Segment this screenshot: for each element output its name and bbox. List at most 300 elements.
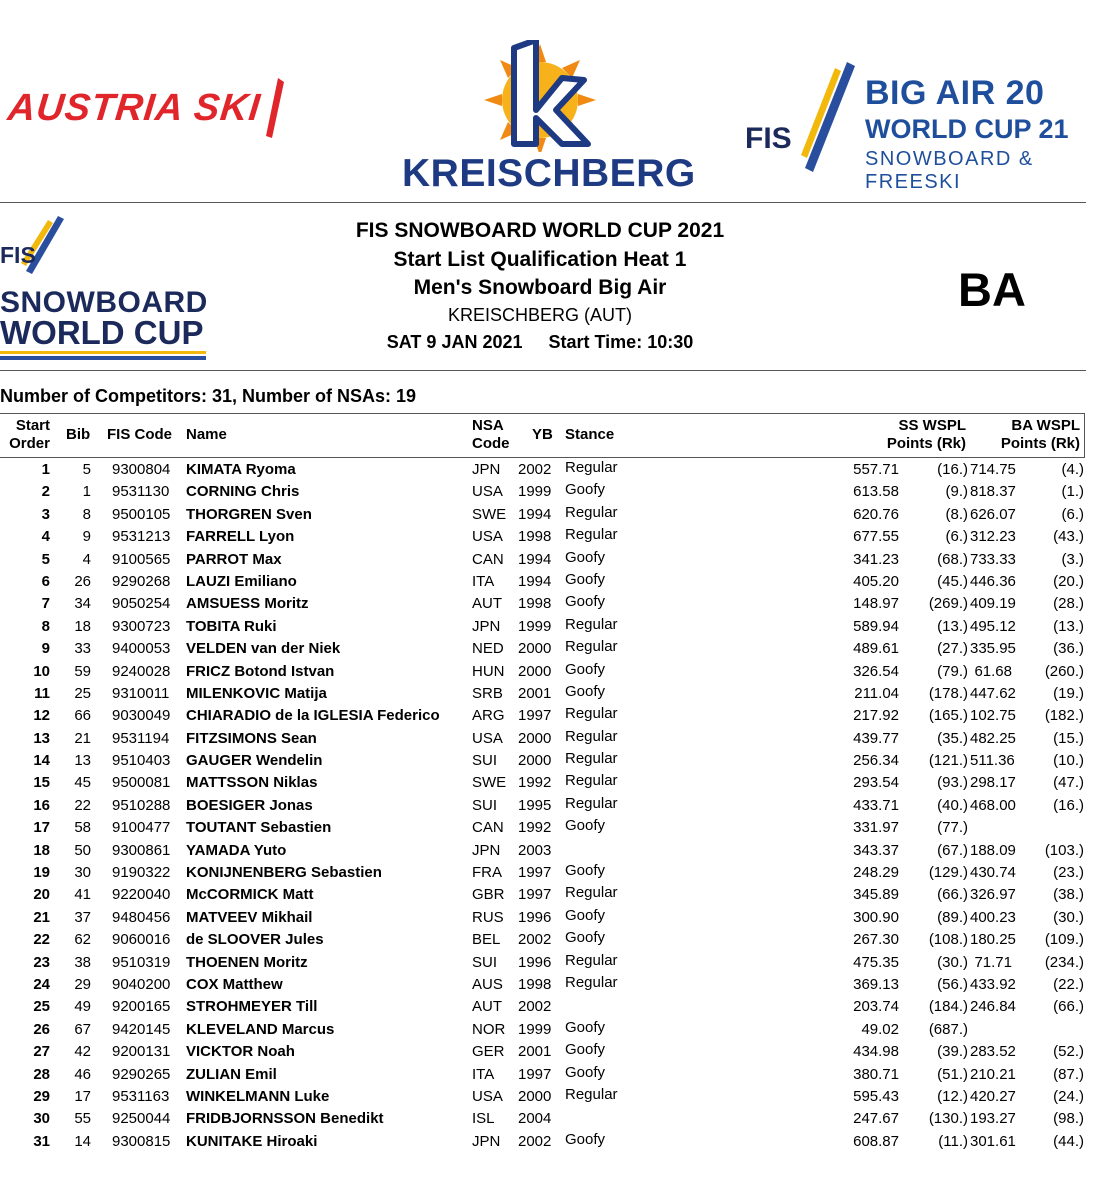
nsa-code: AUT (472, 595, 502, 613)
nsa-code: USA (472, 729, 503, 747)
ss-wspl-rank: (687.) (928, 1020, 968, 1038)
col-bib: Bib (66, 426, 91, 443)
fis-code: 9531130 (112, 483, 170, 501)
start-list-table (0, 459, 1102, 1153)
start-order: 26 (33, 1020, 50, 1038)
nsa-code: ARG (472, 707, 505, 725)
ba-wspl-points: 71.71 (974, 953, 1012, 971)
kreischberg-logo (402, 40, 696, 195)
date-time-line (300, 329, 780, 356)
ss-wspl-rank: (68.) (937, 550, 968, 568)
athlete-name: FITZSIMONS Sean (186, 729, 317, 747)
snowboard-world-cup-logo (0, 214, 215, 364)
ba-wspl-rank: (15.) (1053, 729, 1084, 747)
ss-wspl-points: 247.67 (853, 1110, 899, 1128)
year-of-birth: 1997 (518, 886, 552, 904)
fis-code: 9300723 (112, 617, 171, 635)
start-order: 1 (41, 461, 50, 478)
fis-code: 9200131 (112, 1043, 171, 1061)
bib: 13 (74, 752, 91, 770)
table-row (0, 750, 1102, 772)
stance: Goofy (565, 1041, 606, 1059)
ba-wspl-points: 818.37 (970, 483, 1016, 501)
fis-code: 9190322 (112, 864, 171, 882)
ba-wspl-points: 420.27 (970, 1087, 1016, 1105)
col-order-label: Order (9, 435, 50, 452)
ba-wspl-rank: (13.) (1053, 617, 1084, 635)
ss-wspl-points: 326.54 (853, 662, 899, 680)
ss-wspl-points: 148.97 (853, 595, 899, 613)
bib: 8 (82, 505, 91, 523)
ss-wspl-points: 608.87 (853, 1132, 899, 1150)
ss-wspl-rank: (16.) (937, 461, 968, 478)
logo-band (0, 0, 1102, 200)
list-title: Start List Qualification Heat 1 (393, 248, 687, 271)
table-row (0, 705, 1102, 727)
athlete-name: MATTSSON Niklas (186, 774, 318, 792)
ss-wspl-points: 203.74 (853, 998, 899, 1016)
stance: Regular (565, 1085, 618, 1103)
ss-wspl-points: 405.20 (853, 572, 899, 590)
athlete-name: WINKELMANN Luke (186, 1087, 330, 1105)
nsa-code: SWE (472, 774, 507, 792)
year-of-birth: 1997 (518, 707, 552, 725)
fis-swoosh-icon (797, 62, 857, 172)
kreischberg-wordmark: KREISCHBERG (402, 152, 696, 195)
ba-wspl-points: 188.09 (970, 841, 1016, 859)
stance: Regular (565, 638, 618, 656)
col-name: Name (186, 426, 227, 443)
ss-wspl-points: 434.98 (853, 1043, 899, 1061)
nsa-code: USA (472, 528, 503, 546)
fis-code: 9300861 (112, 841, 171, 859)
athlete-name: MATVEEV Mikhail (186, 908, 313, 926)
ss-wspl-points: 267.30 (853, 931, 899, 949)
fis-code: 9310011 (112, 684, 170, 702)
ba-wspl-rank: (19.) (1053, 684, 1084, 702)
table-row (0, 1041, 1102, 1063)
ba-wspl-rank: (87.) (1053, 1065, 1084, 1083)
ba-wspl-points: 61.68 (974, 662, 1012, 680)
fis-code: 9480456 (112, 908, 171, 926)
col-ss-wspl (860, 417, 966, 453)
fis-code: 9420145 (112, 1020, 171, 1038)
austria-ski-wordmark: AUSTRIA SKI (5, 86, 263, 129)
year-of-birth: 2000 (518, 662, 552, 680)
nsa-code: GBR (472, 886, 505, 904)
fis-code: 9510288 (112, 796, 171, 814)
ba-wspl-rank: (16.) (1053, 796, 1084, 814)
table-row (0, 1108, 1102, 1130)
logo-blue-bar (0, 356, 206, 360)
nsa-code: SUI (472, 796, 498, 814)
ss-wspl-rank: (67.) (937, 841, 968, 859)
start-order: 16 (33, 796, 50, 814)
ss-wspl-rank: (121.) (928, 752, 968, 770)
ba-wspl-rank: (66.) (1053, 998, 1084, 1016)
event-date: SAT 9 JAN 2021 (386, 332, 523, 352)
ba-wspl-points: 400.23 (970, 908, 1016, 926)
start-order: 21 (33, 908, 50, 926)
ss-wspl-rank: (40.) (937, 796, 968, 814)
snowboard-freeski-subtitle: SNOWBOARD & FREESKI (865, 148, 1034, 193)
col-ba-wspl-label: BA WSPL (1011, 417, 1080, 434)
bib: 66 (74, 707, 91, 725)
event-title: FIS SNOWBOARD WORLD CUP 2021 (355, 219, 725, 242)
table-row (0, 1086, 1102, 1108)
table-row (0, 459, 1102, 481)
ss-wspl-rank: (35.) (937, 729, 968, 747)
year-of-birth: 2001 (518, 684, 552, 702)
table-row (0, 683, 1102, 705)
bib: 67 (74, 1020, 91, 1038)
table-row (0, 549, 1102, 571)
fis-code: 9240028 (112, 662, 171, 680)
bib: 29 (74, 975, 91, 993)
ba-wspl-rank: (98.) (1053, 1110, 1084, 1128)
stance: Goofy (565, 682, 606, 700)
stance: Goofy (565, 906, 606, 924)
ss-wspl-points: 433.71 (853, 796, 899, 814)
nsa-code: ITA (472, 572, 495, 590)
start-order: 4 (41, 528, 50, 546)
ba-wspl-rank: (44.) (1053, 1132, 1084, 1150)
venue: KREISCHBERG (AUT) (447, 305, 633, 325)
ba-wspl-points: 312.23 (970, 528, 1016, 546)
table-row (0, 1019, 1102, 1041)
nsa-code: SUI (472, 953, 498, 971)
fis-code: 9300815 (112, 1132, 171, 1150)
stance: Goofy (565, 929, 606, 947)
bib: 58 (74, 819, 91, 837)
year-of-birth: 2002 (518, 998, 552, 1016)
stance: Regular (565, 727, 618, 745)
stance: Regular (565, 705, 618, 723)
bib: 21 (74, 729, 91, 747)
nsa-code: AUS (472, 975, 503, 993)
ss-wspl-rank: (178.) (928, 684, 968, 702)
stance: Regular (565, 951, 618, 969)
ss-wspl-points: 613.58 (853, 483, 899, 501)
ss-wspl-rank: (45.) (937, 572, 968, 590)
year-of-birth: 1998 (518, 595, 552, 613)
nsa-code: NED (472, 640, 504, 658)
ss-wspl-points: 49.02 (861, 1020, 899, 1038)
ba-wspl-rank: (38.) (1053, 886, 1084, 904)
nsa-code: SUI (472, 752, 498, 770)
bib: 34 (74, 595, 91, 613)
ss-wspl-rank: (108.) (928, 931, 968, 949)
athlete-name: THOENEN Moritz (186, 953, 308, 971)
nsa-code: BEL (472, 931, 501, 949)
bib: 18 (74, 617, 91, 635)
ss-wspl-points: 293.54 (853, 774, 899, 792)
table-row (0, 840, 1102, 862)
ss-wspl-rank: (8.) (945, 505, 968, 523)
start-order: 23 (33, 953, 50, 971)
ba-wspl-points: 326.97 (970, 886, 1016, 904)
table-row (0, 862, 1102, 884)
ss-wspl-points: 343.37 (853, 841, 899, 859)
bib: 17 (74, 1087, 91, 1105)
ss-wspl-points: 369.13 (853, 975, 899, 993)
year-of-birth: 1995 (518, 796, 552, 814)
start-order: 11 (34, 684, 50, 702)
stance: Goofy (565, 660, 606, 678)
start-order: 9 (41, 640, 50, 658)
stance: Regular (565, 503, 618, 521)
nsa-code: GER (472, 1043, 505, 1061)
fis-code: 9531163 (112, 1087, 170, 1105)
ba-wspl-points: 180.25 (970, 931, 1016, 949)
ba-wspl-points: 733.33 (970, 550, 1016, 568)
start-order: 20 (33, 886, 50, 904)
athlete-name: KONIJNENBERG Sebastien (186, 864, 382, 882)
ss-wspl-rank: (56.) (937, 975, 968, 993)
ba-wspl-rank: (20.) (1053, 572, 1084, 590)
stance: Regular (565, 884, 618, 902)
competitors-summary: Number of Competitors: 31, Number of NSAs: 19 (0, 386, 417, 406)
stance: Regular (565, 459, 618, 476)
logo-yellow-bar (0, 351, 206, 354)
fis-code: 9300804 (112, 461, 171, 478)
athlete-name: YAMADA Yuto (186, 841, 287, 859)
athlete-name: LAUZI Emiliano (186, 572, 297, 590)
stance: Goofy (565, 862, 606, 880)
fis-code: 9030049 (112, 707, 171, 725)
col-code-label: Code (472, 435, 510, 452)
ba-wspl-rank: (43.) (1053, 528, 1084, 546)
athlete-name: FRIDBJORNSSON Benedikt (186, 1110, 384, 1128)
table-row (0, 638, 1102, 660)
ss-wspl-rank: (51.) (937, 1065, 968, 1083)
ba-wspl-rank: (52.) (1053, 1043, 1084, 1061)
ss-wspl-rank: (30.) (937, 953, 968, 971)
fis-small-wordmark: FIS (0, 242, 36, 268)
start-order: 24 (33, 975, 50, 993)
ba-wspl-points: 246.84 (970, 998, 1016, 1016)
year-of-birth: 1994 (518, 572, 552, 590)
start-order: 30 (33, 1110, 50, 1128)
start-order: 15 (33, 774, 50, 792)
ss-wspl-points: 341.23 (853, 550, 899, 568)
snowboard-wordmark: SNOWBOARD (0, 286, 208, 319)
table-header (0, 413, 1085, 458)
year-of-birth: 1997 (518, 1065, 552, 1083)
start-order: 13 (33, 729, 50, 747)
start-order: 5 (41, 550, 50, 568)
bib: 14 (74, 1132, 91, 1150)
nsa-code: HUN (472, 662, 505, 680)
ss-wspl-points: 331.97 (853, 819, 899, 837)
nsa-code: JPN (472, 1132, 501, 1150)
bib: 4 (82, 550, 91, 568)
start-order: 25 (33, 998, 50, 1016)
year-of-birth: 1996 (518, 953, 552, 971)
table-row (0, 728, 1102, 750)
col-ba-wspl (976, 417, 1080, 453)
world-cup-wordmark: WORLD CUP (0, 314, 204, 351)
fis-code: 9510403 (112, 752, 171, 770)
ba-wspl-points: 301.61 (970, 1132, 1016, 1150)
year-of-birth: 1999 (518, 483, 552, 501)
ba-wspl-rank: (1.) (1061, 483, 1084, 501)
world-cup-title: WORLD CUP 21 (865, 114, 1069, 144)
fis-code: 9531213 (112, 528, 171, 546)
col-start-order (9, 417, 50, 453)
table-row (0, 616, 1102, 638)
ss-wspl-rank: (12.) (937, 1087, 968, 1105)
start-order: 27 (33, 1043, 50, 1061)
stance: Goofy (565, 593, 606, 611)
bib: 41 (74, 886, 91, 904)
stance: Goofy (565, 817, 606, 835)
athlete-name: FARRELL Lyon (186, 528, 295, 546)
austria-ski-swoosh-icon (264, 78, 284, 138)
athlete-name: THORGREN Sven (186, 505, 312, 523)
ba-wspl-rank: (24.) (1053, 1087, 1084, 1105)
col-nsa-code (472, 417, 510, 453)
ss-wspl-rank: (165.) (928, 707, 968, 725)
discipline-title: Men's Snowboard Big Air (413, 276, 667, 299)
nsa-code: JPN (472, 841, 501, 859)
bib: 62 (74, 931, 91, 949)
ba-wspl-rank: (109.) (1044, 931, 1084, 949)
table-row (0, 772, 1102, 794)
nsa-code: CAN (472, 819, 504, 837)
athlete-name: COX Matthew (186, 975, 283, 993)
table-row (0, 1131, 1102, 1153)
start-order: 3 (41, 505, 50, 523)
athlete-name: VELDEN van der Niek (186, 640, 341, 658)
ba-wspl-rank: (22.) (1053, 975, 1084, 993)
fis-code: 9060016 (112, 931, 171, 949)
fis-code: 9040200 (112, 975, 171, 993)
fis-code: 9290268 (112, 572, 171, 590)
year-of-birth: 1996 (518, 908, 552, 926)
start-order: 6 (41, 572, 50, 590)
bib: 55 (74, 1110, 91, 1128)
ss-wspl-points: 248.29 (853, 864, 899, 882)
col-yb: YB (532, 426, 553, 443)
table-row (0, 661, 1102, 683)
table-row (0, 795, 1102, 817)
table-row (0, 929, 1102, 951)
bib: 42 (74, 1043, 91, 1061)
austria-ski-logo (5, 78, 284, 138)
table-row (0, 974, 1102, 996)
athlete-name: PARROT Max (186, 550, 282, 568)
bib: 38 (74, 953, 91, 971)
year-of-birth: 1999 (518, 1020, 552, 1038)
table-row (0, 884, 1102, 906)
bib: 30 (74, 864, 91, 882)
ss-wspl-points: 489.61 (853, 640, 899, 658)
fis-wordmark: FIS (745, 122, 792, 155)
athlete-name: STROHMEYER Till (186, 998, 318, 1016)
year-of-birth: 1994 (518, 505, 552, 523)
bib: 37 (74, 908, 91, 926)
fis-code: 9100565 (112, 550, 171, 568)
ba-wspl-points: 714.75 (970, 461, 1016, 478)
stance: Goofy (565, 570, 606, 588)
ba-wspl-points: 193.27 (970, 1110, 1016, 1128)
year-of-birth: 2004 (518, 1110, 552, 1128)
ss-wspl-rank: (9.) (945, 483, 968, 501)
discipline-code: BA (958, 263, 1026, 316)
nsa-code: SWE (472, 505, 507, 523)
ba-wspl-rank: (36.) (1053, 640, 1084, 658)
bib: 46 (74, 1065, 91, 1083)
col-ba-points-label: Points (Rk) (1000, 435, 1080, 452)
ss-wspl-points: 439.77 (853, 729, 899, 747)
table-row (0, 571, 1102, 593)
col-stance: Stance (565, 426, 615, 443)
table-row (0, 593, 1102, 615)
ba-wspl-points: 102.75 (970, 707, 1016, 725)
athlete-name: ZULIAN Emil (186, 1065, 277, 1083)
ss-wspl-points: 345.89 (853, 886, 899, 904)
nsa-code: RUS (472, 908, 504, 926)
athlete-name: FRICZ Botond Istvan (186, 662, 335, 680)
ss-wspl-points: 380.71 (853, 1065, 899, 1083)
table-row (0, 907, 1102, 929)
start-order: 17 (33, 819, 50, 837)
nsa-code: FRA (472, 864, 502, 882)
table-row (0, 1064, 1102, 1086)
athlete-name: GAUGER Wendelin (186, 752, 323, 770)
year-of-birth: 1997 (518, 864, 552, 882)
ba-wspl-rank: (260.) (1044, 662, 1084, 680)
ba-wspl-rank: (23.) (1053, 864, 1084, 882)
stance: Regular (565, 772, 618, 790)
athlete-name: KLEVELAND Marcus (186, 1020, 335, 1038)
ba-wspl-points: 335.95 (970, 640, 1016, 658)
stance: Regular (565, 526, 618, 544)
ba-wspl-points: 468.00 (970, 796, 1016, 814)
table-row (0, 996, 1102, 1018)
fis-code: 9200165 (112, 998, 171, 1016)
start-order: 19 (33, 864, 50, 882)
col-fis-code: FIS Code (107, 426, 173, 443)
ss-wspl-rank: (269.) (928, 595, 968, 613)
year-of-birth: 1992 (518, 819, 552, 837)
ss-wspl-points: 211.04 (854, 684, 899, 702)
kreischberg-sun-k-icon (402, 40, 682, 152)
athlete-name: KIMATA Ryoma (186, 461, 296, 478)
bib: 50 (74, 841, 91, 859)
stance: Regular (565, 794, 618, 812)
year-of-birth: 1999 (518, 617, 552, 635)
year-of-birth: 2000 (518, 640, 552, 658)
table-row (0, 952, 1102, 974)
big-air-world-cup-logo (745, 62, 1085, 193)
fis-code: 9510319 (112, 953, 171, 971)
fis-code: 9500105 (112, 505, 171, 523)
ss-wspl-rank: (77.) (937, 819, 968, 837)
ss-wspl-points: 256.34 (853, 752, 899, 770)
start-order: 10 (33, 662, 50, 680)
stance: Goofy (565, 1130, 606, 1148)
year-of-birth: 2000 (518, 729, 552, 747)
ba-wspl-points: 446.36 (970, 572, 1016, 590)
divider-top (0, 202, 1086, 203)
fis-code: 9290265 (112, 1065, 171, 1083)
nsa-code: JPN (472, 617, 501, 635)
ba-wspl-rank: (47.) (1053, 774, 1084, 792)
bib: 9 (82, 528, 91, 546)
ba-wspl-rank: (3.) (1061, 550, 1084, 568)
